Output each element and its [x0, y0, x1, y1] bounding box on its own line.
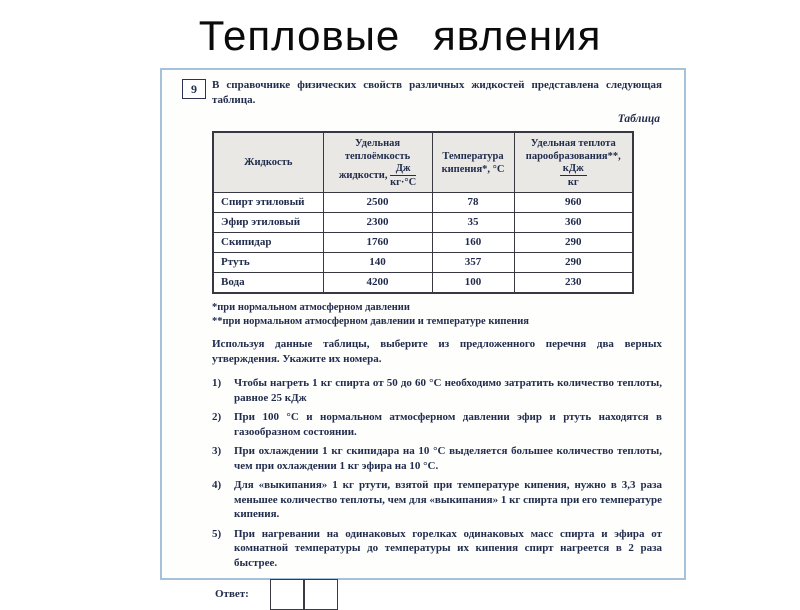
problem-panel	[160, 68, 686, 600]
statement-text: Для «выкипания» 1 кг ртути, взятой при температуре кипения, нужно в 3,3 раза меньшее количество теплоты, чем для «выкипания» 1 кг спирта при его температуре кипения.	[234, 479, 662, 520]
answer-section	[212, 579, 662, 610]
unit-denominator: кг·°С	[390, 177, 417, 188]
answer-label: Ответ:	[215, 588, 249, 600]
table-row	[213, 213, 633, 233]
footnote-1: *при нормальном атмосферном давлении	[212, 302, 410, 313]
cell-boiling-temp: 78	[432, 193, 514, 213]
statement-number: 5)	[212, 527, 222, 540]
statement-text: При 100 °С и нормальном атмосферном давлении эфир и ртуть находятся в газообразном состоянии.	[234, 411, 662, 438]
cell-liquid: Эфир этиловый	[213, 213, 323, 233]
statement-text: При нагревании на одинаковых горелках одинаковых масс спирта и эфира от комнатной температуры до температуры их кипения спирт нагреется в 2 раза быстрее.	[234, 527, 662, 569]
statement-item	[212, 376, 662, 405]
statement-number: 4)	[212, 479, 222, 491]
statement-item	[212, 444, 662, 473]
statement-text: При охлаждении 1 кг скипидара на 10 °С выделяется большее количество теплоты, чем при охлаждении 1 кг эфира на 10 °С.	[234, 445, 662, 472]
cell-heat-capacity: 1760	[323, 233, 432, 253]
cell-heat-capacity: 2500	[323, 193, 432, 213]
cell-heat-capacity: 140	[323, 253, 432, 273]
problem-number-badge: 9	[182, 79, 206, 99]
cell-boiling-temp: 100	[432, 273, 514, 294]
liquid-properties-table	[212, 131, 634, 294]
header-heat-capacity	[323, 132, 432, 193]
cell-boiling-temp: 357	[432, 253, 514, 273]
cell-heat-capacity: 2300	[323, 213, 432, 233]
table-row	[213, 193, 633, 213]
cell-liquid: Спирт этиловый	[213, 193, 323, 213]
answer-boxes	[270, 579, 338, 610]
statement-item	[212, 527, 662, 571]
slide-title: Тепловые явления	[198, 12, 602, 59]
cell-vaporization-heat: 230	[514, 273, 633, 294]
cell-liquid: Скипидар	[213, 233, 323, 253]
table-row	[213, 253, 633, 273]
statement-number: 1)	[212, 377, 222, 389]
unit-numerator: кДж	[560, 163, 587, 176]
answer-cell-2	[304, 579, 338, 610]
cell-liquid: Ртуть	[213, 253, 323, 273]
table-caption: Таблица	[617, 113, 660, 125]
statement-text: Чтобы нагреть 1 кг спирта от 50 до 60 °С необходимо затратить количество теплоты, равное 25 кДж	[234, 377, 662, 404]
cell-vaporization-heat: 360	[514, 213, 633, 233]
header-liquid: Жидкость	[213, 132, 323, 193]
problem-intro-text: В справочнике физических свойств различных жидкостей представлена следующая таблица.	[212, 79, 662, 106]
heat-capacity-unit-fraction	[390, 163, 416, 188]
header-vaporization-label: Удельная теплота парообразования**,	[525, 138, 621, 162]
statement-item	[212, 478, 662, 522]
table-header-row	[213, 132, 633, 193]
cell-vaporization-heat: 290	[514, 253, 633, 273]
cell-boiling-temp: 35	[432, 213, 514, 233]
problem-content	[212, 78, 662, 610]
statement-item	[212, 410, 662, 439]
cell-vaporization-heat: 960	[514, 193, 633, 213]
task-instruction: Используя данные таблицы, выберите из предложенного перечня два верных утверждения. Укажите их номера.	[212, 338, 662, 365]
answer-cell-1	[270, 579, 304, 610]
statement-number: 2)	[212, 411, 222, 423]
vaporization-unit-fraction	[560, 163, 587, 188]
unit-denominator: кг	[567, 177, 579, 188]
footnote-2: **при нормальном атмосферном давлении и температуре кипения	[212, 316, 529, 327]
cell-boiling-temp: 160	[432, 233, 514, 253]
statements-list	[212, 376, 662, 570]
table-row	[213, 273, 633, 294]
table-row	[213, 233, 633, 253]
header-vaporization-heat	[514, 132, 633, 193]
statement-number: 3)	[212, 445, 222, 457]
cell-liquid: Вода	[213, 273, 323, 294]
header-boiling-temp: Температура кипения*, °С	[432, 132, 514, 193]
header-heat-capacity-label: Удельная теплоёмкость жидкости,	[338, 138, 411, 181]
cell-heat-capacity: 4200	[323, 273, 432, 294]
cell-vaporization-heat: 290	[514, 233, 633, 253]
table-footnotes	[212, 301, 662, 329]
unit-numerator: Дж	[390, 163, 416, 176]
